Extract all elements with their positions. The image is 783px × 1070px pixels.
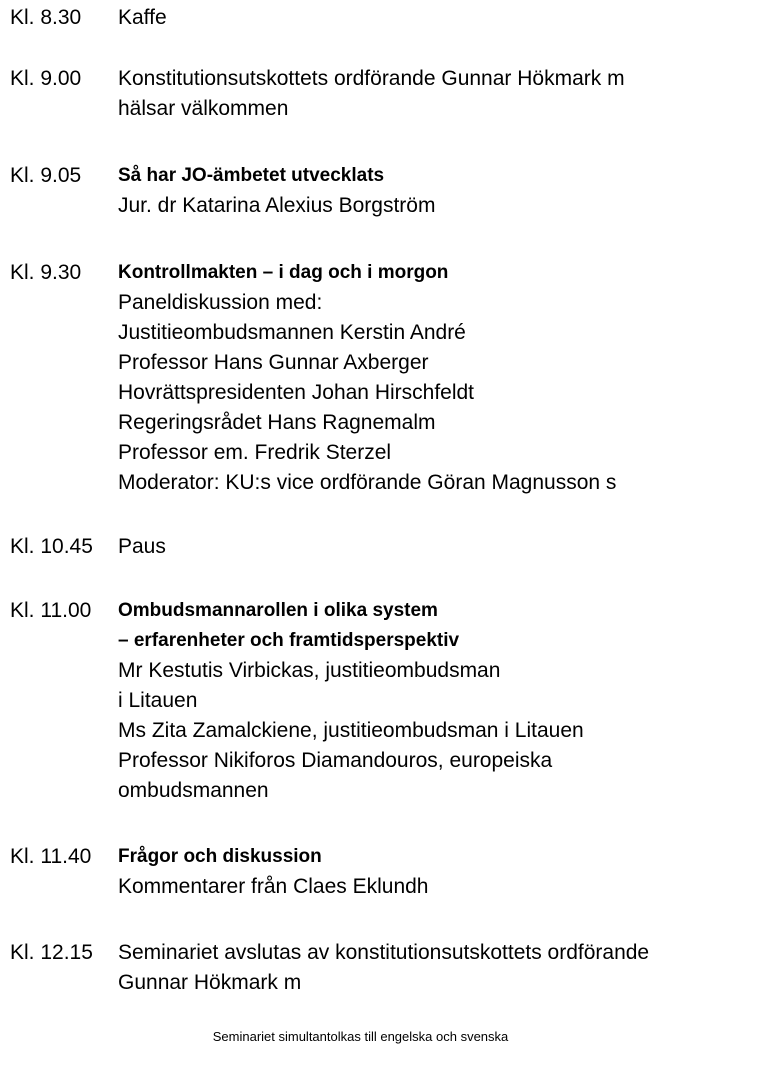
schedule-entry: [10, 938, 770, 998]
entry-line: Paneldiskussion med:: [118, 291, 323, 314]
entry-line: Moderator: KU:s vice ordförande Göran Magnusson s: [118, 471, 617, 494]
footer-note: Seminariet simultantolkas till engelska och svenska: [212, 1029, 509, 1044]
entry-line: Kaffe: [118, 6, 167, 29]
entry-line: Paus: [118, 535, 166, 558]
entry-line: Regeringsrådet Hans Ragnemalm: [118, 411, 436, 434]
entry-line: Professor em. Fredrik Sterzel: [118, 441, 392, 464]
schedule-entry: [10, 3, 770, 33]
entry-time: Kl. 10.45: [10, 535, 93, 558]
schedule-entry: [10, 64, 770, 124]
entry-content: [118, 596, 770, 806]
entry-line: Ms Zita Zamalckiene, justitieombudsman i Litauen: [118, 719, 584, 742]
entry-time: Kl. 11.00: [10, 599, 92, 622]
schedule-entry: [10, 842, 770, 902]
entry-title: Frågor och diskussion: [118, 846, 322, 867]
entry-line: ombudsmannen: [118, 779, 269, 802]
entry-content: [118, 258, 770, 498]
entry-line: Mr Kestutis Virbickas, justitieombudsman: [118, 659, 501, 682]
entry-time: Kl. 12.15: [10, 941, 93, 964]
entry-time: Kl. 11.40: [10, 845, 92, 868]
entry-title: Så har JO-ämbetet utvecklats: [118, 165, 385, 186]
entry-time: Kl. 9.05: [10, 164, 82, 187]
entry-line: Seminariet avslutas av konstitutionsutskottets ordförande: [118, 941, 650, 964]
entry-line: Professor Nikiforos Diamandouros, europeiska: [118, 749, 553, 772]
entry-content: [118, 532, 770, 562]
entry-line: Kommentarer från Claes Eklundh: [118, 875, 429, 898]
entry-time: Kl. 9.30: [10, 261, 82, 284]
entry-content: [118, 842, 770, 902]
schedule-entry: [10, 532, 770, 562]
entry-content: [118, 64, 770, 124]
entry-content: [118, 161, 770, 221]
entry-line: Jur. dr Katarina Alexius Borgström: [118, 194, 436, 217]
entry-line: Hovrättspresidenten Johan Hirschfeldt: [118, 381, 475, 404]
entry-content: [118, 3, 770, 33]
schedule-entry: [10, 596, 770, 806]
entry-line: Konstitutionsutskottets ordförande Gunnar Hökmark m: [118, 67, 625, 90]
entry-line: hälsar välkommen: [118, 97, 289, 120]
entry-content: [118, 938, 770, 998]
schedule-entry: [10, 161, 770, 221]
entry-title: Ombudsmannarollen i olika system: [118, 600, 438, 621]
program-schedule: [10, 3, 770, 998]
entry-subtitle: – erfarenheter och framtidsperspektiv: [118, 630, 460, 651]
entry-time: Kl. 8.30: [10, 6, 82, 29]
entry-title: Kontrollmakten – i dag och i morgon: [118, 262, 449, 283]
schedule-entry: [10, 258, 770, 498]
entry-line: i Litauen: [118, 689, 198, 712]
entry-line: Justitieombudsmannen Kerstin André: [118, 321, 466, 344]
entry-line: Gunnar Hökmark m: [118, 971, 302, 994]
entry-line: Professor Hans Gunnar Axberger: [118, 351, 429, 374]
entry-time: Kl. 9.00: [10, 67, 82, 90]
